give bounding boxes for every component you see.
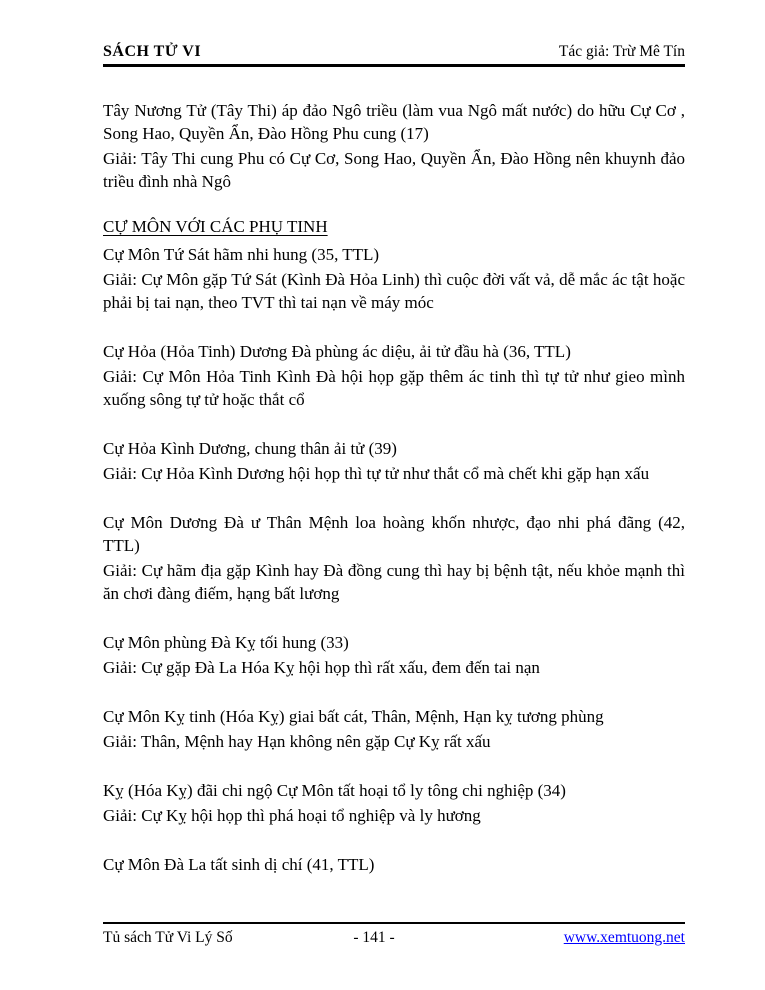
author-label: Tác giả: Trừ Mê Tín bbox=[558, 43, 685, 60]
entry-3-statement: Cự Hỏa Kình Dương, chung thân ải tử (39) bbox=[103, 439, 397, 458]
book-title: SÁCH TỬ VI bbox=[103, 43, 202, 60]
entry-7-explanation: Giải: Cự Kỵ hội họp thì phá hoại tổ nghiệp và ly hương bbox=[103, 806, 481, 825]
footer-series-title: Tủ sách Tử Vi Lý Số bbox=[103, 929, 233, 946]
page-footer bbox=[103, 922, 685, 947]
entry-5-explanation: Giải: Cự gặp Đà La Hóa Kỵ hội họp thì rất xấu, đem đến tai nạn bbox=[103, 658, 540, 677]
entry-1-statement: Cự Môn Tứ Sát hãm nhi hung (35, TTL) bbox=[103, 245, 380, 264]
section-heading: CỰ MÔN VỚI CÁC PHỤ TINH bbox=[103, 217, 328, 236]
entry-4-explanation: Giải: Cự hãm địa gặp Kình hay Đà đồng cung thì hay bị bệnh tật, nếu khỏe mạnh thì ăn chơi đàng điếm, hạng bất lương bbox=[103, 561, 685, 603]
entry-1-explanation: Giải: Cự Môn gặp Tứ Sát (Kình Đà Hỏa Linh) thì cuộc đời vất vả, dễ mắc ác tật hoặc phải bị tai nạn, theo TVT thì tai nạn về máy móc bbox=[103, 270, 685, 312]
page-header bbox=[103, 0, 685, 67]
entry-2-explanation: Giải: Cự Môn Hỏa Tinh Kình Đà hội họp gặp thêm ác tinh thì tự tử như gieo mình xuống sông tự tử hoặc thắt cổ bbox=[103, 367, 685, 409]
entry-3-explanation: Giải: Cự Hỏa Kình Dương hội họp thì tự tử như thắt cổ mà chết khi gặp hạn xấu bbox=[103, 464, 650, 483]
intro-explanation: Giải: Tây Thi cung Phu có Cự Cơ, Song Hao, Quyền Ẩn, Đào Hồng nên khuynh đảo triều đình nhà Ngô bbox=[103, 149, 685, 191]
entry-6-statement: Cự Môn Kỵ tinh (Hóa Kỵ) giai bất cát, Thân, Mệnh, Hạn kỵ tương phùng bbox=[103, 707, 604, 726]
entry-7-statement: Kỵ (Hóa Kỵ) đãi chi ngộ Cự Môn tất hoại tổ ly tông chi nghiệp (34) bbox=[103, 781, 566, 800]
footer-page-number: - 141 - bbox=[353, 929, 395, 946]
entry-5-statement: Cự Môn phùng Đà Kỵ tối hung (33) bbox=[103, 633, 349, 652]
footer-website-link[interactable]: www.xemtuong.net bbox=[563, 929, 685, 946]
entry-6-explanation: Giải: Thân, Mệnh hay Hạn không nên gặp Cự Kỵ rất xấu bbox=[103, 732, 491, 751]
intro-statement: Tây Nương Tử (Tây Thi) áp đảo Ngô triều (làm vua Ngô mất nước) do hữu Cự Cơ , Song Hao, Quyền Ẩn, Đào Hồng Phu cung (17) bbox=[103, 101, 685, 143]
entry-2-statement: Cự Hỏa (Hỏa Tinh) Dương Đà phùng ác diệu, ải tử đầu hà (36, TTL) bbox=[103, 342, 571, 361]
entry-8-statement: Cự Môn Đà La tất sinh dị chí (41, TTL) bbox=[103, 855, 375, 874]
entry-4-statement: Cự Môn Dương Đà ư Thân Mệnh loa hoàng khốn nhược, đạo nhi phá đãng (42, TTL) bbox=[103, 513, 685, 555]
